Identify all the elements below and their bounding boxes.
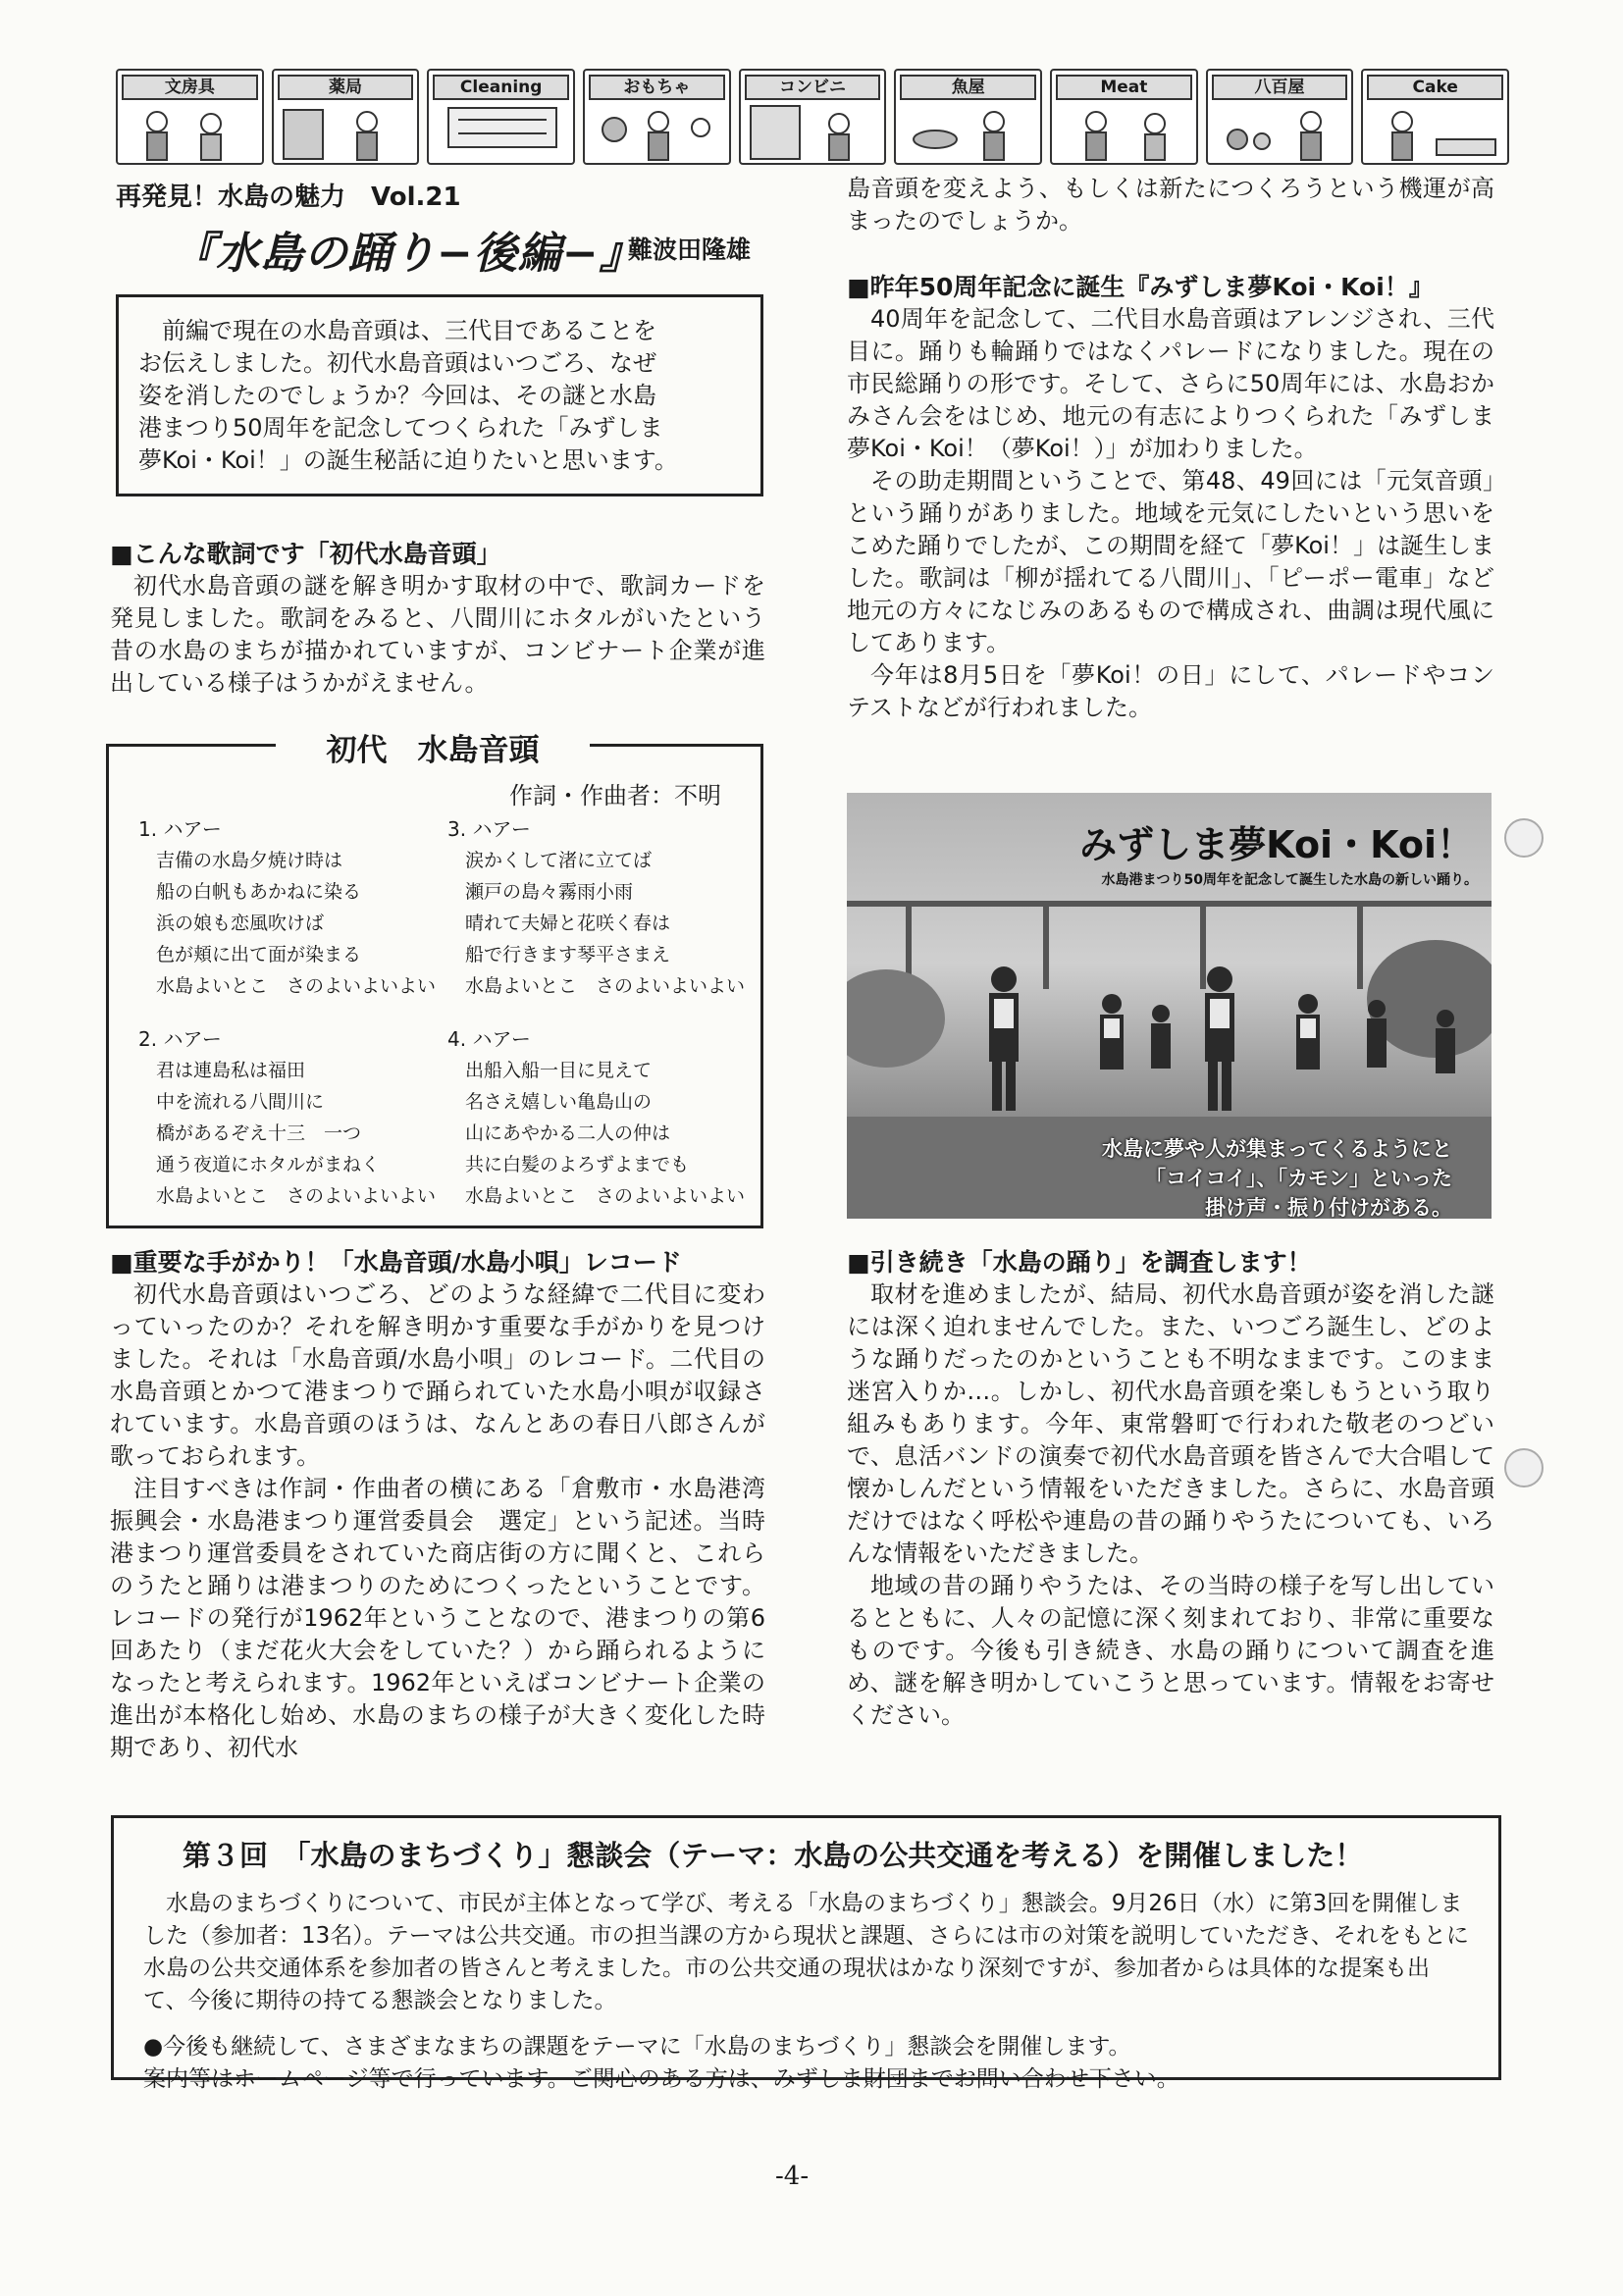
article-title: 『水島の踊り−後編−』 xyxy=(172,229,644,279)
intro-line: 前編で現在の水島音頭は、三代目であることを xyxy=(162,317,656,344)
shop-banner xyxy=(116,69,1509,165)
verse-line: 出船入船一目に見えて xyxy=(465,1060,653,1081)
shop-sign: Meat xyxy=(1056,75,1192,100)
verse-heading: 2. ハアー xyxy=(138,1027,222,1051)
shopkeeper-figures-icon xyxy=(896,100,1042,163)
caption-line: 掛け声・振り付けがある。 xyxy=(1205,1196,1452,1219)
section-continue-research xyxy=(847,1246,1494,1732)
shopkeeper-figures-icon xyxy=(585,100,731,163)
shop-illustration xyxy=(427,69,575,165)
photo-title: みずしま夢Koi・Koi！ xyxy=(1079,823,1474,866)
shopkeeper-figures-icon xyxy=(1208,100,1354,163)
author-name: 難波田隆雄 xyxy=(628,235,752,264)
intro-line: お伝えしました。初代水島音頭はいつごろ、なぜ xyxy=(138,349,656,377)
lyrics-verse xyxy=(138,813,436,1002)
shop-illustration xyxy=(894,69,1042,165)
shopkeeper-figures-icon xyxy=(429,100,575,163)
verse-line: 水島よいとこ さのよいよいよい xyxy=(156,1185,437,1207)
meeting-note xyxy=(143,2031,1469,2096)
shopkeeper-figures-icon xyxy=(741,100,887,163)
meeting-note-line: ●今後も継続して、さまざまなまちの課題をテーマに「水島のまちづくり」懇談会を開催します。 xyxy=(143,2034,1131,2060)
verse-line: 共に白髪のよろずよまでも xyxy=(465,1154,690,1175)
shopkeeper-figures-icon xyxy=(118,100,264,163)
section-yumekoi xyxy=(847,271,1494,724)
verse-line: 君は連島私は福田 xyxy=(156,1060,306,1081)
section-heading: ■昨年50周年記念に誕生『みずしま夢Koi・Koi！』 xyxy=(847,273,1434,301)
continuation-paragraph: 島音頭を変えよう、もしくは新たにつくろうという機運が高まったのでしょうか。 xyxy=(847,175,1494,235)
verse-heading: 3. ハアー xyxy=(447,817,531,841)
page-number: -4- xyxy=(775,2162,810,2191)
lyrics-credit: 作詞・作曲者：不明 xyxy=(509,782,721,809)
punch-hole xyxy=(1504,1448,1544,1487)
section-paragraph: 初代水島音頭はいつごろ、どのような経緯で二代目に変わっていったのか？それを解き明かす重要な手がかりを見つけました。それは「水島音頭/水島小唄」のレコード。二代目の水島音頭とかつて港まつりで踊られていた水島小唄が収録されています。水島音頭のほうは、なんとあの春日八郎さんが歌っておられます。 xyxy=(110,1280,765,1470)
shop-illustration xyxy=(1206,69,1354,165)
section-paragraph: 今年は8月5日を「夢Koi！の日」にして、パレードやコンテストなどが行われました。 xyxy=(847,661,1494,721)
verse-line: 通う夜道にホタルがまねく xyxy=(156,1154,381,1175)
dance-photo xyxy=(847,793,1492,1219)
verse-line: 船の白帆もあかねに染る xyxy=(156,881,362,903)
section-paragraph: 注目すべきは作詞・作曲者の横にある「倉敷市・水島港湾振興会・水島港まつり運営委員会 選定」という記述。当時港まつり運営委員をされていた商店街の方に聞くと、これらのうたと踊りは港まつりのためにつくったということです。レコードの発行が1962年ということなので、港まつりの第6回あたり（まだ花火大会をしていた？）から踊られるようになったと考えられます。1962年といえばコンビナート企業の進出が本格化し始め、水島のまちの様子が大きく変化した時期であり、初代水 xyxy=(110,1475,765,1761)
section-paragraph: 取材を進めましたが、結局、初代水島音頭が姿を消した謎には深く迫れませんでした。また、いつごろ誕生し、どのような踊りだったのかということも不明なままです。このまま迷宮入りか…。しかし、初代水島音頭を楽しもうという取り組みもあります。今年、東常磐町で行われた敬老のつどいで、息活バンドの演奏で初代水島音頭を皆さんで大合唱して懐かしんだという情報をいただきました。さらに、水島音頭だけではなく呼松や連島の昔の踊りやうたについても、いろんな情報をいただきました。 xyxy=(847,1280,1494,1567)
verse-line: 色が頬に出て面が染まる xyxy=(156,944,362,965)
shop-sign: 八百屋 xyxy=(1212,75,1348,100)
section-record-clue xyxy=(110,1246,765,1764)
verse-line: 水島よいとこ さのよいよいよい xyxy=(465,975,746,997)
verse-line: 中を流れる八間川に xyxy=(156,1091,325,1113)
shop-illustration xyxy=(272,69,420,165)
lyrics-box xyxy=(106,733,763,1228)
intro-line: 夢Koi・Koi！」の誕生秘話に迫りたいと思います。 xyxy=(138,446,678,474)
section-heading: ■引き続き「水島の踊り」を調査します！ xyxy=(847,1248,1312,1277)
shop-sign: コンビニ xyxy=(745,75,881,100)
punch-hole xyxy=(1504,818,1544,858)
shop-illustration xyxy=(1361,69,1509,165)
lyrics-verse xyxy=(447,1023,745,1212)
verse-line: 山にあやかる二人の仲は xyxy=(465,1122,671,1144)
shop-sign: 魚屋 xyxy=(900,75,1036,100)
verse-line: 涙かくして渚に立てば xyxy=(465,850,653,871)
verse-line: 浜の娘も恋風吹けば xyxy=(156,913,325,934)
shop-sign: 薬局 xyxy=(278,75,414,100)
verse-line: 晴れて夫婦と花咲く春は xyxy=(465,913,671,934)
verse-heading: 4. ハアー xyxy=(447,1027,531,1051)
section-paragraph: その助走期間ということで、第48、49回には「元気音頭」という踊りがありました。地域を元気にしたいという思いをこめた踊りでしたが、この期間を経て「夢Koi！」は誕生しました。歌詞は「柳が揺れてる八間川」、「ピーポー電車」など地元の方々になじみのあるもので構成され、曲調は現代風にしてあります。 xyxy=(847,467,1494,656)
shop-illustration xyxy=(739,69,887,165)
shop-illustration xyxy=(116,69,264,165)
meeting-title: 第３回 「水島のまちづくり」懇談会（テーマ：水島の公共交通を考える）を開催しました！ xyxy=(183,1839,1364,1872)
caption-line: 水島に夢や人が集まってくるようにと xyxy=(1102,1137,1452,1161)
verse-line: 瀬戸の島々霧雨小雨 xyxy=(465,881,634,903)
caption-line: 「コイコイ」、「カモン」といった xyxy=(1145,1167,1452,1190)
lyrics-title: 初代 水島音頭 xyxy=(276,725,590,769)
photo-subtitle: 水島港まつり50周年を記念して誕生した水島の新しい踊り。 xyxy=(1101,872,1478,888)
verse-line: 水島よいとこ さのよいよいよい xyxy=(156,975,437,997)
meeting-paragraph: 水島のまちづくりについて、市民が主体となって学び、考える「水島のまちづくり」懇談会。9月26日（水）に第3回を開催しました（参加者：13名）。テーマは公共交通。市の担当課の方から現状と課題、さらには市の対策を説明していただき、それをもとに水島の公共交通体系を参加者の皆さんと考えました。市の公共交通の現状はかなり深刻ですが、参加者からは具体的な提案も出て、今後に期待の持てる懇談会となりました。 xyxy=(143,1891,1469,2013)
verse-line: 船で行きます琴平さまえ xyxy=(465,944,671,965)
right-column-continuation xyxy=(847,173,1494,237)
verse-heading: 1. ハアー xyxy=(138,817,222,841)
photo-caption xyxy=(1040,1134,1452,1219)
verse-line: 橋があるぞえ十三 一つ xyxy=(156,1122,362,1144)
shopkeeper-figures-icon xyxy=(1052,100,1198,163)
intro-box xyxy=(116,294,763,496)
intro-line: 姿を消したのでしょうか？今回は、その謎と水島 xyxy=(138,382,656,409)
meeting-note-line: 案内等はホームページ等で行っています。ご関心のある方は、みずしま財団までお問い合わせ下さい。 xyxy=(143,2066,1179,2092)
shop-sign: Cleaning xyxy=(433,75,569,100)
shop-sign: 文房具 xyxy=(122,75,258,100)
verse-line: 吉備の水島夕焼け時は xyxy=(156,850,343,871)
verse-line: 水島よいとこ さのよいよいよい xyxy=(465,1185,746,1207)
section-paragraph: 40周年を記念して、二代目水島音頭はアレンジされ、三代目に。踊りも輪踊りではなくパレードになりました。現在の市民総踊りの形です。そして、さらに50周年には、水島おかみさん会をはじめ、地元の有志によりつくられた「みずしま夢Koi・Koi！（夢Koi！）」が加わりました。 xyxy=(847,305,1494,462)
shop-sign: Cake xyxy=(1367,75,1503,100)
lyrics-verse xyxy=(138,1023,436,1212)
series-label: 再発見！水島の魅力 Vol.21 xyxy=(116,183,461,212)
shopkeeper-figures-icon xyxy=(274,100,420,163)
lyrics-verse xyxy=(447,813,745,1002)
section-paragraph: 初代水島音頭の謎を解き明かす取材の中で、歌詞カードを発見しました。歌詞をみると、八間川にホタルがいたという昔の水島のまちが描かれていますが、コンビナート企業が進出している様子はうかがえません。 xyxy=(110,572,765,697)
section-heading: ■こんな歌詞です「初代水島音頭」 xyxy=(110,540,501,568)
section-lyrics-intro xyxy=(110,538,765,700)
shop-illustration xyxy=(1050,69,1198,165)
section-heading: ■重要な手がかり！「水島音頭/水島小唄」レコード xyxy=(110,1248,682,1277)
verse-line: 名さえ嬉しい亀島山の xyxy=(465,1091,653,1113)
section-paragraph: 地域の昔の踊りやうたは、その当時の様子を写し出しているとともに、人々の記憶に深く刻まれており、非常に重要なものです。今後も引き続き、水島の踊りについて調査を進め、謎を解き明かしていこうと思っています。情報をお寄せください。 xyxy=(847,1572,1494,1729)
intro-line: 港まつり50周年を記念してつくられた「みずしま xyxy=(138,414,663,442)
shop-illustration xyxy=(583,69,731,165)
shop-sign: おもちゃ xyxy=(589,75,725,100)
meeting-report-box xyxy=(111,1815,1501,2092)
shopkeeper-figures-icon xyxy=(1363,100,1509,163)
